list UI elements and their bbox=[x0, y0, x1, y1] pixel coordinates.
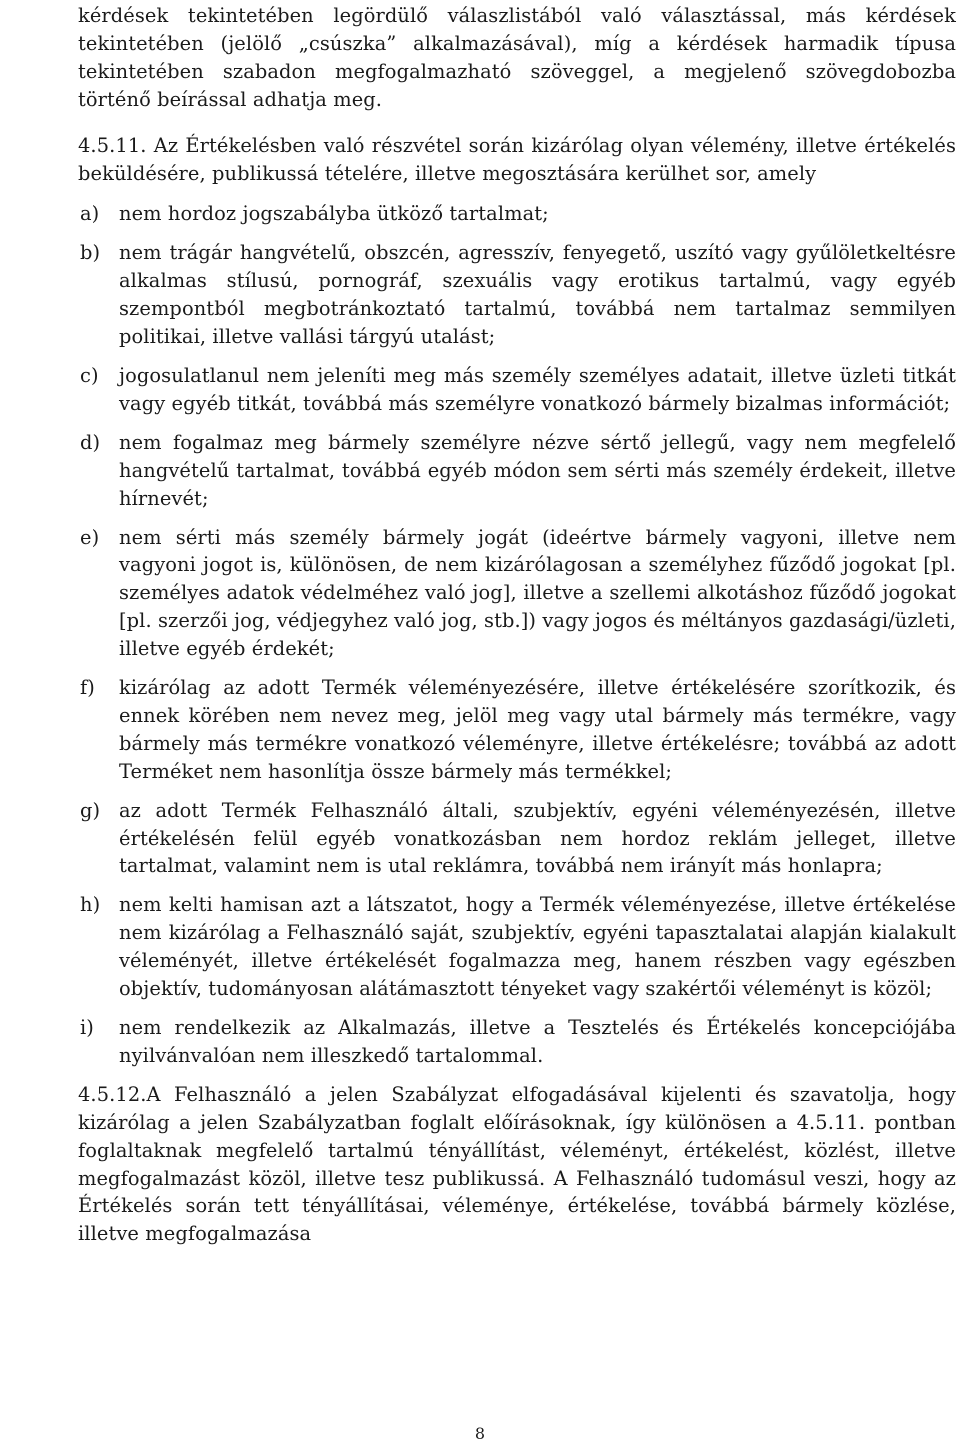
item-marker: h) bbox=[80, 893, 101, 917]
item-text: nem rendelkezik az Alkalmazás, illetve a Tesztelés és Értékelés koncepciójába nyilvánvalóan nem illeszkedő tartalommal. bbox=[119, 1016, 956, 1067]
list-item bbox=[78, 891, 956, 1003]
item-marker: e) bbox=[80, 525, 100, 549]
item-text: jogosulatlanul nem jeleníti meg más személy személyes adatait, illetve üzleti titkát vagy egyéb titkát, továbbá más személyre vonatkozó bármely bizalmas információt; bbox=[119, 363, 956, 415]
requirements-list bbox=[78, 200, 956, 1069]
section-text: A Felhasználó a jelen Szabályzat elfogadásával kijelenti és szavatolja, hogy kizárólag a jelen Szabályzatban foglalt előírásoknak, így különösen a 4.5.11. pontban foglaltaknak megfelelő tartalmú tényállítást, véleményt, értékelést, közlést, illetve megfogalmazást közöl, illetve tesz publikussá. A Felhasználó tudomásul veszi, hogy az Értékelés során tett tényállításai, véleménye, értékelése, továbbá bármely közlése, illetve megfogalmazása bbox=[78, 1082, 956, 1246]
list-item bbox=[78, 674, 956, 786]
item-marker: f) bbox=[80, 676, 95, 700]
list-item bbox=[78, 429, 956, 513]
item-marker: a) bbox=[80, 202, 100, 226]
list-item bbox=[78, 524, 956, 664]
item-marker: g) bbox=[80, 798, 101, 822]
item-marker: i) bbox=[80, 1016, 94, 1039]
item-text: nem hordoz jogszabályba ütköző tartalmat; bbox=[119, 202, 549, 226]
section-4-5-12 bbox=[78, 1081, 956, 1248]
list-item bbox=[78, 200, 956, 228]
page-number: 8 bbox=[474, 1424, 486, 1443]
item-marker: b) bbox=[80, 241, 101, 265]
item-text: az adott Termék Felhasználó általi, szubjektív, egyéni véleményezésén, illetve értékelésén felül egyéb vonatkozásban nem hordoz reklám jelleget, illetve tartalmat, valamint nem is utal reklámra, továbbá nem irányít más honlapra; bbox=[119, 798, 956, 878]
list-item bbox=[78, 239, 956, 351]
item-marker: d) bbox=[80, 430, 101, 454]
list-item bbox=[78, 362, 956, 418]
section-4-5-11 bbox=[78, 132, 956, 188]
item-text: nem fogalmaz meg bármely személyre nézve sértő jellegű, vagy nem megfelelő hangvételű tartalmat, továbbá egyéb módon sem sérti más személy érdekeit, illetve hírnevét; bbox=[119, 430, 956, 510]
item-text: nem trágár hangvételű, obszcén, agresszív, fenyegető, uszító vagy gyűlöletkeltésre alkalmas stílusú, pornográf, szexuális vagy erotikus tartalmú, vagy egyéb szempontból megbotránkoztató tartalmú, továbbá nem tartalmaz semmilyen politikai, illetve vallási tárgyú utalást; bbox=[119, 241, 956, 349]
item-text: kizárólag az adott Termék véleményezésére, illetve értékelésére szorítkozik, és ennek körében nem nevez meg, jelöl meg vagy utal bármely más termékre, vagy bármely más termékre vonatkozó véleményre, illetve értékelésre; továbbá az adott Terméket nem hasonlítja össze bármely más termékkel; bbox=[119, 676, 956, 783]
item-marker: c) bbox=[80, 363, 99, 387]
list-item bbox=[78, 797, 956, 881]
item-text: nem kelti hamisan azt a látszatot, hogy a Termék véleményezése, illetve értékelése nem kizárólag a Felhasználó saját, szubjektív, egyéni tapasztalatai alapján kialakult véleményét, illetve értékelését fogalmazza meg, hanem részben vagy egészben objektív, tudományosan alátámasztott tényeket vagy szakértői véleményt is közöl; bbox=[119, 893, 956, 1001]
section-text: Az Értékelésben való részvétel során kizárólag olyan vélemény, illetve értékelés beküldésére, publikussá tételére, illetve megosztására kerülhet sor, amely bbox=[78, 133, 956, 185]
document-page bbox=[78, 0, 956, 1248]
section-number: 4.5.12. bbox=[78, 1082, 147, 1106]
intro-paragraph: kérdések tekintetében legördülő válaszlistából való választással, más kérdések tekintetében (jelölő „csúszka” alkalmazásával), míg a kérdések harmadik típusa tekintetében szabadon megfogalmazható szöveggel, a megjelenő szövegdobozba történő beírással adhatja meg. bbox=[78, 4, 956, 111]
list-item bbox=[78, 1014, 956, 1070]
section-number: 4.5.11. bbox=[78, 133, 147, 157]
item-text: nem sérti más személy bármely jogát (ideértve bármely vagyoni, illetve nem vagyoni jogot is, különösen, de nem kizárólagosan a személyhez fűződő jogokat [pl. személyes adatok védelméhez való jog], illetve a szellemi alkotáshoz fűződő jogokat [pl. szerzői jog, védjegyhez való jog, stb.]) vagy jogos és méltányos gazdasági/üzleti, illetve egyéb érdekét; bbox=[119, 525, 956, 661]
